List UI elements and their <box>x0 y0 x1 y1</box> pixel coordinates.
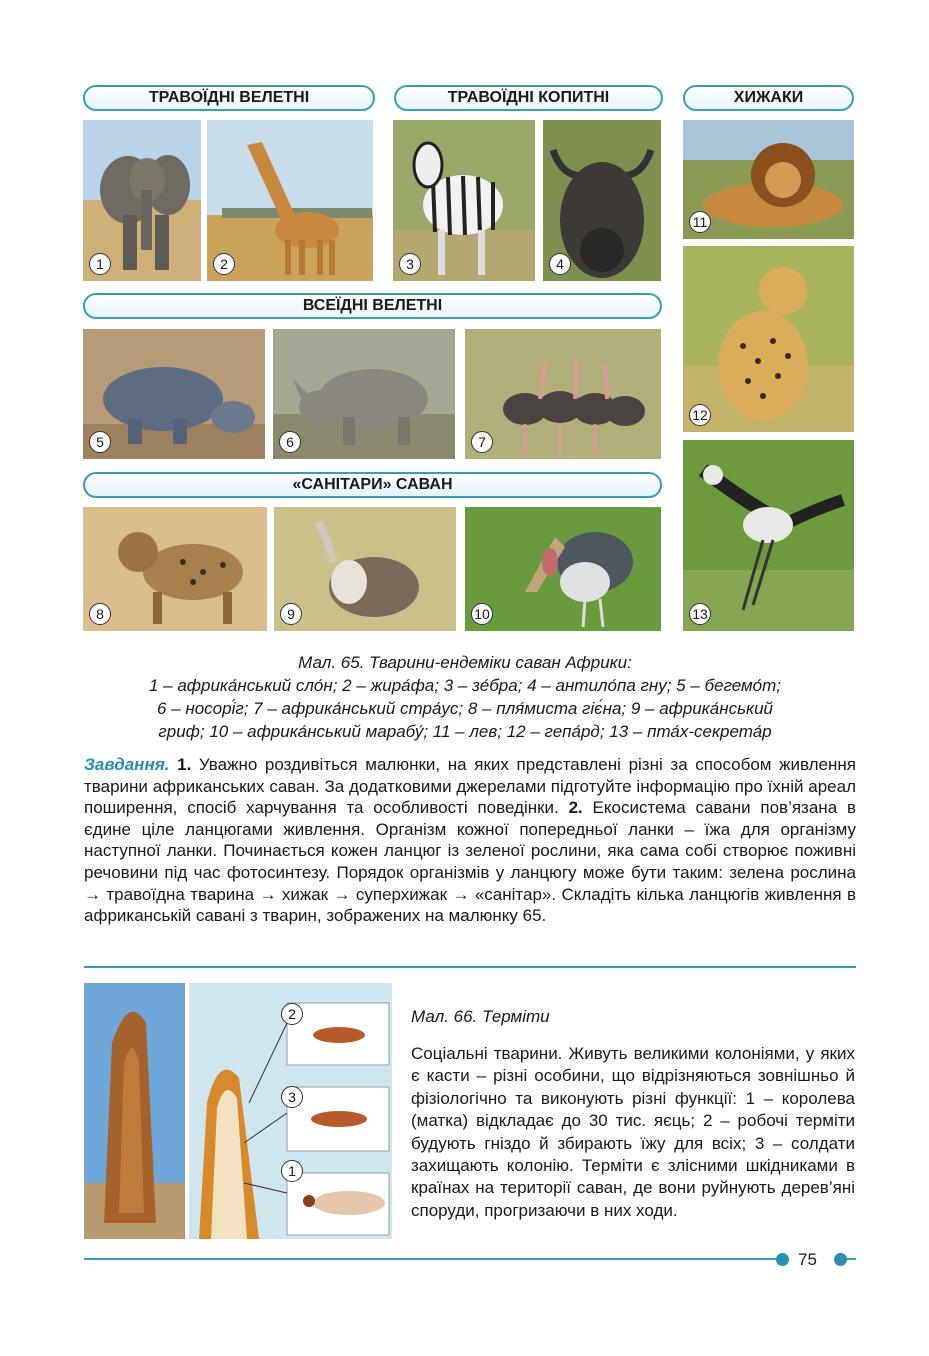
header-herbivore-ungulates: ТРАВОЇДНІ КОПИТНІ <box>394 85 663 111</box>
lion-photo <box>683 120 854 239</box>
photo-number: 1 <box>89 253 111 275</box>
ostrich-photo <box>465 329 661 459</box>
photo-number: 12 <box>689 404 711 426</box>
termite-mound-photo <box>84 983 185 1239</box>
page-number: 75 <box>798 1250 817 1269</box>
rhino-photo <box>273 329 455 459</box>
photo-number: 3 <box>399 253 421 275</box>
header-predators: ХИЖАКИ <box>683 85 854 111</box>
giraffe-photo <box>207 120 373 281</box>
photo-number: 10 <box>471 603 493 625</box>
termite-castes-illustration <box>189 983 392 1239</box>
photo-number: 8 <box>89 603 111 625</box>
header-omnivore-giants: ВСЕЇДНІ ВЕЛЕТНІ <box>83 293 662 319</box>
termites-description: Соціальні тварини. Живуть великими колоніями, у яких є касти – різні особини, що відрізняються зовнішньо й фізіологічно та виконують різні функції: 1 – королева (матка) відкладає до 30 тис. яєць; 2 – робочі терміти будують гніздо й збирають їжу для всіх; 3 – солдати захищають колонію. Терміти є злісними шкідниками в країнах на території саван, де вони руйнують дерев’яні споруди, прогризаючи в них ходи. <box>411 1044 855 1220</box>
caste-label: 1 <box>281 1160 303 1182</box>
photo-number: 5 <box>89 431 111 453</box>
caste-label: 2 <box>281 1003 303 1025</box>
photo-number: 2 <box>213 253 235 275</box>
photo-number: 7 <box>471 431 493 453</box>
elephant-photo <box>83 120 201 281</box>
caption-line: гриф; 10 – африка́нський марабу́; 11 – лев; 12 – гепа́рд; 13 – пта́х-секрета́р <box>158 722 772 741</box>
header-herbivore-giants: ТРАВОЇДНІ ВЕЛЕТНІ <box>83 85 375 111</box>
caption-line: 6 – носорі́г; 7 – африка́нський стра́ус; 8 – пля́миста гіє́на; 9 – африка́нський <box>157 699 773 718</box>
marabou-photo <box>465 507 661 631</box>
task-paragraph <box>84 754 856 927</box>
caption-line: Мал. 65. Тварини-ендеміки саван Африки: <box>298 653 632 672</box>
task-label: Завдання. <box>84 755 170 774</box>
task-number-1: 1. <box>177 755 192 774</box>
task-text-1: Уважно роздивіться малюнки, на яких представлені різні за способом живлення тварини африканських саван. За додатковими джерелами підготуйте інформацію про їхній ареал поширення, спосіб харчування та особливості поведінки. <box>84 755 856 818</box>
figure-66-caption: Мал. 66. Терміти <box>411 1007 550 1026</box>
photo-number: 11 <box>689 211 711 233</box>
task-number-2: 2. <box>568 798 583 818</box>
footer-left-dot-icon <box>776 1253 789 1266</box>
secretary-bird-photo <box>683 440 854 631</box>
figure-65-caption <box>70 651 860 743</box>
photo-number: 9 <box>280 603 302 625</box>
caption-line: 1 – африка́нський сло́н; 2 – жира́фа; 3 – зе́бра; 4 – антило́па гну; 5 – бегемо́т; <box>148 676 782 695</box>
vulture-photo <box>274 507 456 631</box>
wildebeest-photo <box>543 120 661 281</box>
photo-number: 13 <box>689 603 711 625</box>
footer-rule <box>84 1258 776 1260</box>
hippo-photo <box>83 329 265 459</box>
task-text-2: Екосистема савани пов’язана в єдине ціле ланцюгами живлення. Організм кожної попередньої ланки – їжа для організму наступної ланки. Починається кожен ланцюг із зеленої рослини, яка сама собі створює поживні речовини під час фотосинтезу. Порядок організмів у ланцюгу може бути таким: зелена рослина → травоїдна тварина → хижак → суперхижак → «санітар». Складіть кілька ланцюгів живлення в африканській савані з тварин, зображених на малюнку 65. <box>84 798 856 926</box>
section-divider <box>84 966 856 968</box>
cheetah-photo <box>683 246 854 432</box>
hyena-photo <box>83 507 267 631</box>
zebra-photo <box>393 120 535 281</box>
photo-number: 4 <box>549 253 571 275</box>
header-scavengers: «САНІТАРИ» САВАН <box>83 472 662 498</box>
photo-number: 6 <box>279 431 301 453</box>
footer-rule-right <box>846 1258 856 1260</box>
caste-label: 3 <box>281 1086 303 1108</box>
